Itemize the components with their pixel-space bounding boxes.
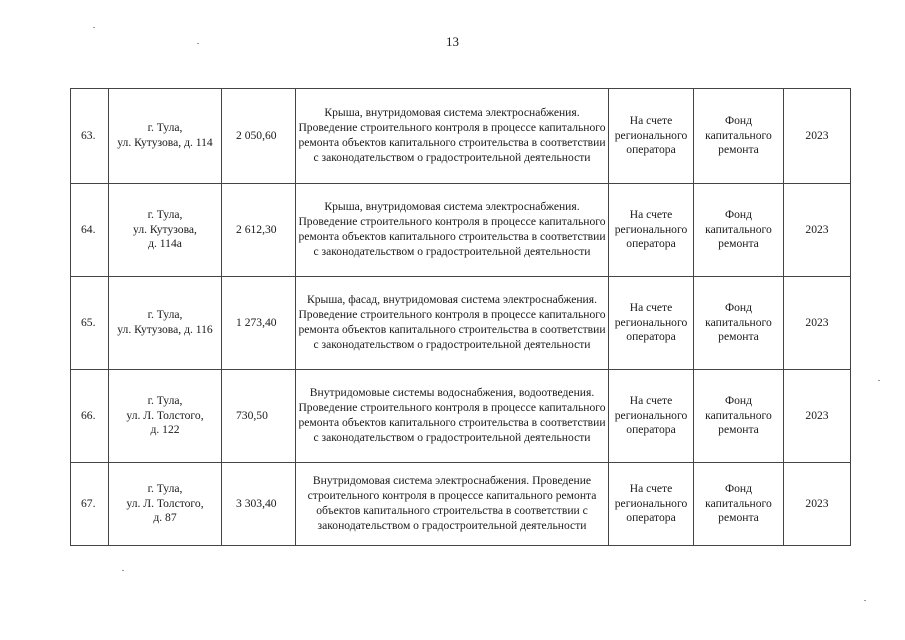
works-description-cell: Крыша, фасад, внутридомовая система электроснабжения. Проведение строительного контроля в процессе капитального ремонта объектов капитального строительства в соответствии с законодательством о градостроительной деятельности <box>296 277 609 370</box>
table-row <box>71 89 851 184</box>
area-cell: 2 050,60 <box>222 89 296 184</box>
works-description-cell: Внутридомовые системы водоснабжения, водоотведения. Проведение строительного контроля в процессе капитального ремонта объектов капитального строительства в соответствии с законодательством о градостроительной деятельности <box>296 370 609 463</box>
table-body <box>71 89 851 546</box>
row-number-cell: 63. <box>71 89 109 184</box>
year-cell: 2023 <box>784 370 851 463</box>
works-description-cell: Крыша, внутридомовая система электроснабжения. Проведение строительного контроля в процессе капитального ремонта объектов капитального строительства в соответствии с законодательством о градостроительной деятельности <box>296 184 609 277</box>
scan-speck <box>864 600 866 601</box>
scan-speck <box>197 43 199 44</box>
works-description-cell: Крыша, внутридомовая система электроснабжения. Проведение строительного контроля в процессе капитального ремонта объектов капитального строительства в соответствии с законодательством о градостроительной деятельности <box>296 89 609 184</box>
address-cell: г. Тула, ул. Л. Толстого, д. 122 <box>109 370 222 463</box>
funding-source-cell: Фонд капитального ремонта <box>694 463 784 546</box>
year-cell: 2023 <box>784 184 851 277</box>
funding-source-cell: Фонд капитального ремонта <box>694 89 784 184</box>
works-description-cell: Внутридомовая система электроснабжения. Проведение строительного контроля в процессе капитального ремонта объектов капитального строительства в соответствии с законодательством о градостроительной деятельности <box>296 463 609 546</box>
funding-source-cell: Фонд капитального ремонта <box>694 277 784 370</box>
table-row <box>71 184 851 277</box>
table-row <box>71 463 851 546</box>
funds-account-cell: На счете регионального оператора <box>609 277 694 370</box>
area-cell: 3 303,40 <box>222 463 296 546</box>
funds-account-cell: На счете регионального оператора <box>609 89 694 184</box>
funds-account-cell: На счете регионального оператора <box>609 370 694 463</box>
repair-program-table <box>70 88 851 546</box>
page-number: 13 <box>446 34 459 49</box>
funding-source-cell: Фонд капитального ремонта <box>694 184 784 277</box>
scan-speck <box>93 27 95 28</box>
year-cell: 2023 <box>784 463 851 546</box>
address-cell: г. Тула, ул. Л. Толстого, д. 87 <box>109 463 222 546</box>
area-cell: 1 273,40 <box>222 277 296 370</box>
scan-speck <box>878 380 880 381</box>
area-cell: 2 612,30 <box>222 184 296 277</box>
row-number-cell: 65. <box>71 277 109 370</box>
year-cell: 2023 <box>784 89 851 184</box>
scan-speck <box>122 570 124 571</box>
table-row <box>71 370 851 463</box>
area-cell: 730,50 <box>222 370 296 463</box>
address-cell: г. Тула, ул. Кутузова, д. 114 <box>109 89 222 184</box>
table-row <box>71 277 851 370</box>
address-cell: г. Тула, ул. Кутузова, д. 114а <box>109 184 222 277</box>
funds-account-cell: На счете регионального оператора <box>609 184 694 277</box>
funding-source-cell: Фонд капитального ремонта <box>694 370 784 463</box>
row-number-cell: 64. <box>71 184 109 277</box>
address-cell: г. Тула, ул. Кутузова, д. 116 <box>109 277 222 370</box>
row-number-cell: 67. <box>71 463 109 546</box>
year-cell: 2023 <box>784 277 851 370</box>
funds-account-cell: На счете регионального оператора <box>609 463 694 546</box>
row-number-cell: 66. <box>71 370 109 463</box>
